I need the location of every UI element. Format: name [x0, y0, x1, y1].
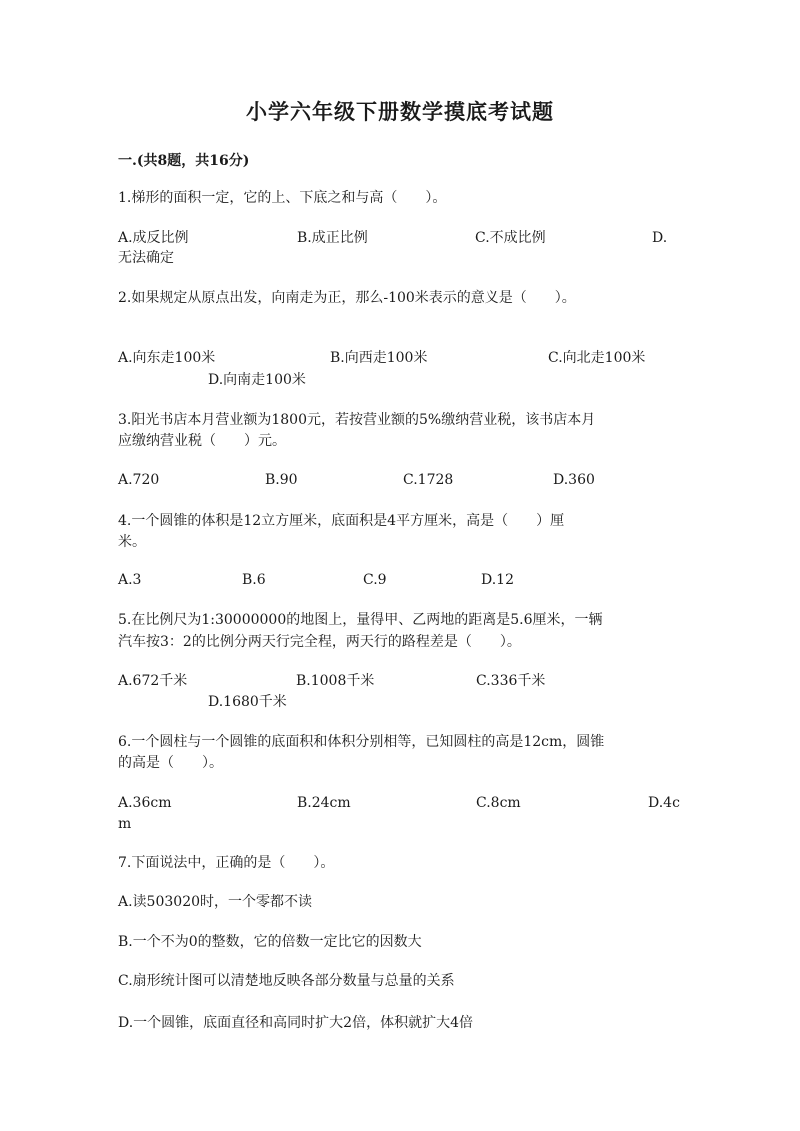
question-3-text-line-2: 应缴纳营业税（ ）元。	[118, 433, 286, 449]
question-3-text-line-1: 3.阳光书店本月营业额为1800元，若按营业额的5%缴纳营业税，该书店本月	[118, 412, 596, 428]
question-4-option-c: C.9	[363, 572, 387, 588]
question-1-option-a: A.成反比例	[118, 230, 189, 246]
question-2-option-d: D.向南走100米	[208, 372, 306, 388]
question-2-option-a: A.向东走100米	[118, 350, 216, 366]
question-7-option-b: B.一个不为0的整数，它的倍数一定比它的因数大	[118, 934, 422, 950]
question-5-option-a: A.672千米	[118, 673, 188, 689]
question-1-option-c: C.不成比例	[475, 230, 546, 246]
question-1-option-b: B.成正比例	[297, 230, 368, 246]
question-1-text: 1.梯形的面积一定，它的上、下底之和与高（ ）。	[118, 190, 447, 206]
question-7-text: 7.下面说法中，正确的是（ ）。	[118, 855, 335, 871]
question-4-option-b: B.6	[242, 572, 266, 588]
question-5-text-line-1: 5.在比例尺为1:30000000的地图上，量得甲、乙两地的距离是5.6厘米，一辆	[118, 612, 603, 628]
question-4-text-line-2: 米。	[118, 534, 146, 550]
question-6-option-d-wrap: m	[118, 816, 132, 832]
question-6-option-a: A.36cm	[118, 795, 172, 811]
question-6-option-d: D.4c	[648, 795, 680, 811]
question-5-option-d: D.1680千米	[208, 694, 287, 710]
question-4-option-d: D.12	[481, 572, 514, 588]
question-6-option-c: C.8cm	[476, 795, 521, 811]
question-7-option-c: C.扇形统计图可以清楚地反映各部分数量与总量的关系	[118, 973, 455, 989]
question-2-text: 2.如果规定从原点出发，向南走为正，那么-100米表示的意义是（ ）。	[118, 290, 576, 306]
page-title: 小学六年级下册数学摸底考试题	[246, 99, 554, 124]
section-heading: 一.(共8题，共16分)	[118, 153, 250, 169]
question-5-option-b: B.1008千米	[296, 673, 375, 689]
question-6-option-b: B.24cm	[297, 795, 351, 811]
question-1-option-d-text: 无法确定	[118, 250, 174, 266]
question-3-option-a: A.720	[118, 472, 160, 488]
question-2-option-b: B.向西走100米	[330, 350, 428, 366]
question-7-option-a: A.读503020时，一个零都不读	[118, 894, 313, 910]
question-3-option-c: C.1728	[403, 472, 454, 488]
question-6-text-line-2: 的高是（ ）。	[118, 755, 223, 771]
question-4-option-a: A.3	[118, 572, 142, 588]
question-5-option-c: C.336千米	[476, 673, 546, 689]
question-3-option-b: B.90	[265, 472, 298, 488]
question-7-option-d: D.一个圆锥，底面直径和高同时扩大2倍，体积就扩大4倍	[118, 1015, 473, 1031]
question-3-option-d: D.360	[553, 472, 595, 488]
question-5-text-line-2: 汽车按3：2的比例分两天行完全程，两天行的路程差是（ ）。	[118, 634, 521, 650]
question-4-text-line-1: 4.一个圆锥的体积是12立方厘米，底面积是4平方厘米，高是（ ）厘	[118, 513, 565, 529]
question-6-text-line-1: 6.一个圆柱与一个圆锥的底面积和体积分别相等，已知圆柱的高是12cm，圆锥	[118, 734, 605, 750]
question-1-option-d: D.	[652, 230, 668, 246]
question-2-option-c: C.向北走100米	[548, 350, 646, 366]
